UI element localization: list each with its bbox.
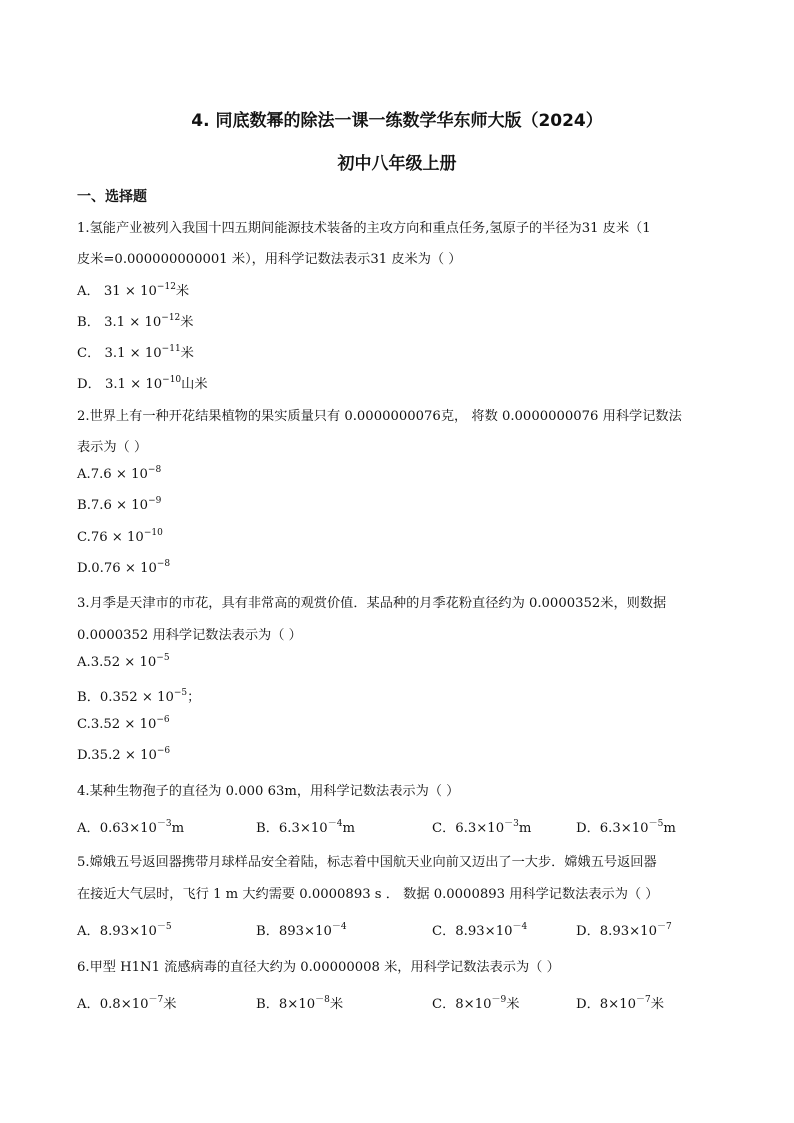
question-1-option-d[interactable] [77,373,208,392]
option-label: D． [576,997,600,1012]
question-2-stem-line-2: 表示为（ ） [77,440,148,455]
option-unit: m [518,821,532,836]
option-label: D． [576,924,600,939]
question-6-stem: 6.甲型 H1N1 流感病毒的直径大约为 0.00000008 米，用科学记数法表示为（ ） [77,960,560,975]
option-exponent: －5 [648,819,664,829]
question-4-option-a[interactable] [77,817,184,836]
option-base: 31 × 10 [103,284,157,299]
question-6-option-a[interactable] [77,993,176,1012]
question-3-option-a[interactable] [77,655,170,670]
option-base: 0.76 × 10 [91,561,157,576]
question-5-stem-line-2: 在接近大气层时，飞行 1 m 大约需要 0.0000893 s ． 数据 0.0000893 用科学记数法表示为（ ） [77,887,659,902]
option-exponent: −10 [143,528,163,538]
option-exponent: －3 [156,819,172,829]
option-label: C. [77,530,91,545]
option-label: D． [576,821,600,836]
option-label: B． [256,924,279,939]
option-base: 7.6 × 10 [90,498,149,513]
question-1-stem-line-1: 1.氢能产业被列入我国十四五期间能源技术装备的主攻方向和重点任务,氢原子的半径为31 皮米（1 [77,221,651,236]
option-label: D. [77,748,92,763]
option-unit: 米 [329,997,344,1012]
question-2-option-a[interactable] [77,467,161,482]
question-5-option-d[interactable] [576,920,672,939]
option-exponent: －4 [331,922,347,932]
option-unit: 米 [650,997,664,1012]
question-5-option-a[interactable] [77,920,172,939]
option-label: B． [256,997,279,1012]
option-unit: m [171,821,185,836]
question-1-option-c[interactable] [77,342,194,361]
question-2-option-d[interactable] [77,561,170,576]
option-label: B． [256,821,279,836]
question-1-stem-line-2: 皮米=0.000000000001 米），用科学记数法表示31 皮米为（ ） [77,252,462,267]
option-base: 0.8×10 [99,997,149,1012]
option-base: 8.93×10 [99,924,157,939]
option-unit: ； [187,690,201,705]
question-2-stem-line-1: 2.世界上有一种开花结果植物的果实质量只有 0.0000000076克， 将数 0.0000000076 用科学记数法 [77,409,682,424]
section-heading: 一、选择题 [77,189,147,205]
option-label: A. [77,655,91,670]
option-exponent: −6 [156,746,171,756]
question-6-option-d[interactable] [576,993,664,1012]
option-exponent: −5 [173,688,188,698]
option-exponent: －7 [148,995,164,1005]
option-label: B． [77,315,100,330]
option-unit: 山米 [181,377,208,392]
option-exponent: −12 [161,313,181,323]
option-exponent: －7 [636,995,651,1005]
option-base: 8×10 [455,997,492,1012]
option-label: A． [77,997,100,1012]
option-base: 6.3×10 [599,821,649,836]
option-exponent: －4 [327,819,343,829]
option-unit: 米 [180,346,194,361]
option-exponent: －9 [491,995,507,1005]
option-base: 8×10 [599,997,636,1012]
question-3-stem-line-1: 3.月季是天津市的市花，具有非常高的观赏价值．某品种的月季花粉直径约为 0.0000352米，则数据 [77,596,667,611]
option-base: 8.93×10 [599,924,657,939]
option-unit: 米 [163,997,177,1012]
option-label: B． [77,690,100,705]
question-1-option-b[interactable] [77,311,193,330]
option-exponent: −11 [161,344,181,354]
option-label: A． [77,924,100,939]
option-base: 3.52 × 10 [90,717,157,732]
option-base: 8.93×10 [455,924,513,939]
option-label: D. [77,561,92,576]
option-exponent: −12 [156,282,176,292]
option-unit: m [663,821,676,836]
option-exponent: －3 [504,819,519,829]
option-label: C. [77,717,91,732]
option-label: C． [432,997,456,1012]
question-3-option-d[interactable] [77,748,170,763]
option-unit: 米 [506,997,520,1012]
question-1-option-a[interactable] [77,280,189,299]
option-label: A． [77,284,100,299]
question-4-options [0,817,794,837]
option-label: A. [77,467,91,482]
question-2-option-c[interactable] [77,530,163,545]
question-6-option-b[interactable] [256,993,343,1012]
option-label: C． [432,821,456,836]
option-exponent: −6 [156,715,170,725]
question-3-option-c[interactable] [77,717,170,732]
option-base: 6.3×10 [278,821,328,836]
option-exponent: −8 [156,559,171,569]
option-unit: m [342,821,355,836]
option-base: 6.3×10 [455,821,505,836]
document-title: 4. 同底数幂的除法一课一练数学华东师大版（2024） [191,111,603,131]
option-base: 3.1 × 10 [104,377,163,392]
option-base: 76 × 10 [90,530,144,545]
question-5-option-b[interactable] [256,920,347,939]
option-base: 0.63×10 [99,821,157,836]
option-exponent: −9 [148,496,162,506]
option-exponent: －8 [315,995,330,1005]
question-6-option-c[interactable] [432,993,519,1012]
question-5-stem-line-1: 5.嫦娥五号返回器携带月球样品安全着陆，标志着中国航天业向前又迈出了一大步．嫦娥五号返回器 [77,855,657,870]
option-base: 3.1 × 10 [104,315,162,330]
question-5-option-c[interactable] [432,920,527,939]
option-base: 3.52 × 10 [90,655,157,670]
question-4-option-d[interactable] [576,817,676,836]
option-base: 35.2 × 10 [91,748,157,763]
option-exponent: −8 [147,465,162,475]
option-exponent: −10 [162,375,182,385]
question-4-option-c[interactable] [432,817,531,836]
option-base: 8×10 [278,997,316,1012]
option-base: 0.352 × 10 [99,690,174,705]
option-base: 3.1 × 10 [104,346,162,361]
option-base: 893×10 [278,924,332,939]
option-label: A． [77,821,100,836]
question-3-option-b[interactable] [77,686,200,705]
option-unit: 米 [180,315,194,330]
question-4-option-b[interactable] [256,817,355,836]
question-6-options [0,993,794,1013]
document-subtitle: 初中八年级上册 [337,154,457,174]
option-label: B. [77,498,91,513]
option-base: 7.6 × 10 [90,467,148,482]
question-5-options [0,920,794,940]
option-exponent: －4 [512,922,528,932]
question-3-stem-line-2: 0.0000352 用科学记数法表示为（ ） [77,628,302,643]
option-exponent: －7 [656,922,672,932]
question-4-stem: 4.某种生物孢子的直径为 0.000 63m，用科学记数法表示为（ ） [77,784,460,799]
option-label: C． [77,346,101,361]
question-2-option-b[interactable] [77,498,161,513]
option-unit: 米 [175,284,190,299]
option-exponent: －5 [156,922,172,932]
option-label: D． [77,377,101,392]
option-label: C． [432,924,456,939]
option-exponent: −5 [156,653,170,663]
